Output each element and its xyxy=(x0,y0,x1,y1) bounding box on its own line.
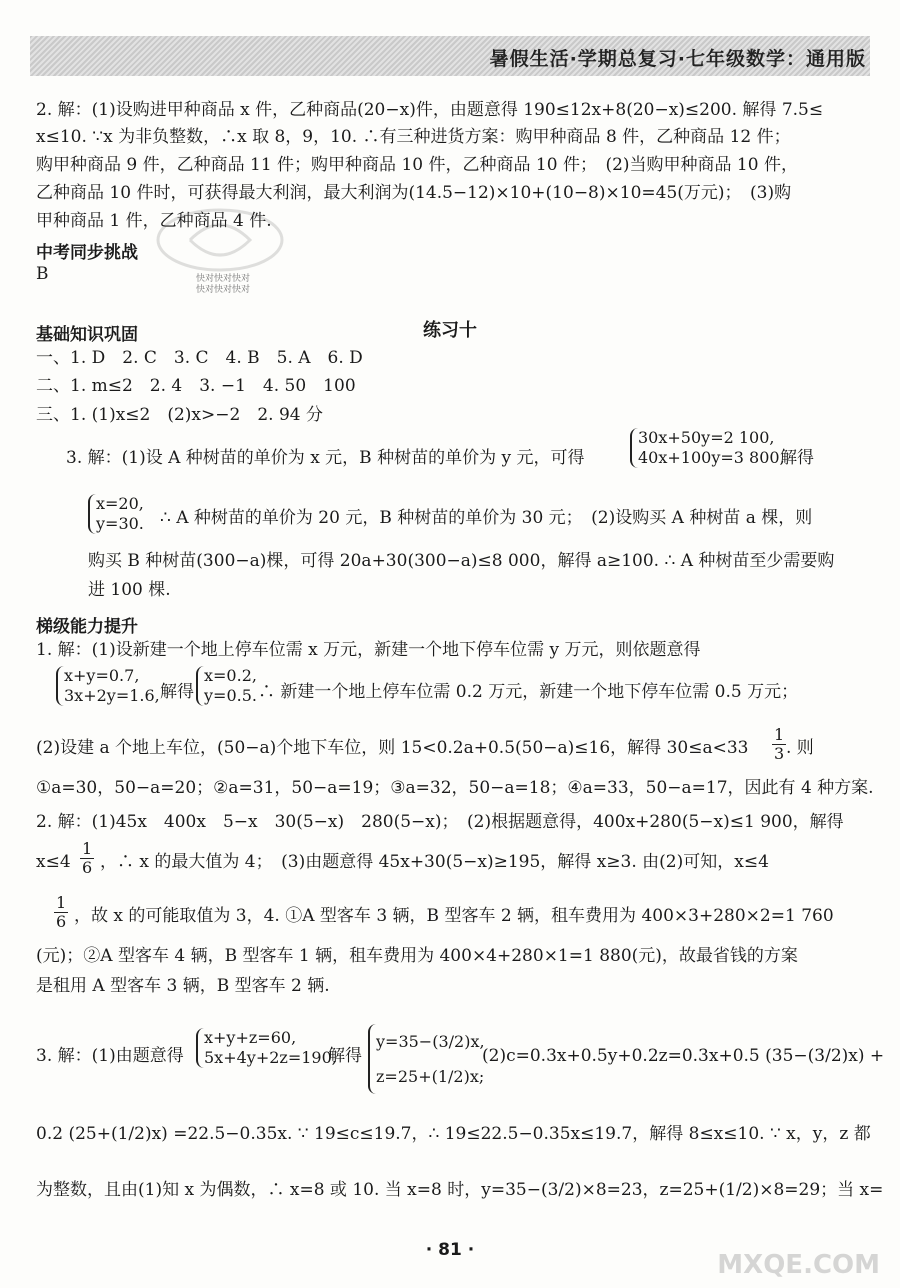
section-heading-jichu: 基础知识巩固 xyxy=(36,325,138,345)
answer-line: 3. 解：(1)由题意得 xyxy=(36,1046,184,1066)
jiede-label: 解得 xyxy=(160,682,194,702)
equation: y=30. xyxy=(96,514,144,533)
answer-line: 3. 解：(1)设 A 种树苗的单价为 x 元，B 种树苗的单价为 y 元，可得 xyxy=(66,448,585,468)
equation-system xyxy=(196,666,257,706)
fraction-denominator: 3 xyxy=(774,743,785,763)
answer-line: 0.2 (25+(1/2)x) =22.5−0.35x. ∵ 19≤c≤19.7，∴ 19≤22.5−0.35x≤19.7，解得 8≤x≤10. ∵ x，y，z 都 xyxy=(36,1124,871,1144)
answer-line: 1. 解：(1)设新建一个地上停车位需 x 万元，新建一个地下停车位需 y 万元，则依题意得 xyxy=(36,640,701,660)
answer-line: (2)设建 a 个地上车位，(50−a)个地下车位，则 15<0.2a+0.5(50−a)≤16，解得 30≤a<33 xyxy=(36,738,749,758)
equation-system xyxy=(368,1024,485,1094)
answer-line: 购买 B 种树苗(300−a)棵，可得 20a+30(300−a)≤8 000，解得 a≥100. ∴ A 种树苗至少需要购 xyxy=(88,551,835,571)
stamp-line: 快对快对快对 xyxy=(196,274,251,284)
equation: x+y+z=60, xyxy=(204,1028,297,1047)
answer-line: 2. 解：(1)45x 400x 5−x 30(5−x) 280(5−x)； (2)根据题意得，400x+280(5−x)≤1 900，解得 xyxy=(36,812,844,832)
equation: y=0.5. xyxy=(204,686,257,705)
fraction-denominator: 6 xyxy=(56,911,67,931)
answer-line: 一、1. D 2. C 3. C 4. B 5. A 6. D xyxy=(36,348,363,368)
equation-system xyxy=(630,428,785,468)
answer-line: 是租用 A 型客车 3 辆，B 型客车 2 辆. xyxy=(36,976,330,996)
answer-line: ①a=30，50−a=20；②a=31，50−a=19；③a=32，50−a=18；④a=33，50−a=17，因此有 4 种方案. xyxy=(36,778,874,798)
equation-system xyxy=(196,1028,337,1068)
answer-line: 乙种商品 10 件时，可获得最大利润，最大利润为(14.5−12)×10+(10−8)×10=45(万元)； (3)购 xyxy=(36,183,792,203)
answer-line: 二、1. m≤2 2. 4 3. −1 4. 50 100 xyxy=(36,376,356,396)
page-number: · 81 · xyxy=(425,1240,475,1260)
jiede-label: 解得 xyxy=(328,1046,362,1066)
zhongkao-answer: B xyxy=(36,264,49,284)
answer-line: (元)；②A 型客车 4 辆，B 型客车 1 辆，租车费用为 400×4+280×1=1 880(元)，故最省钱的方案 xyxy=(36,946,798,966)
equation-system xyxy=(88,494,144,534)
section-heading-tiji: 梯级能力提升 xyxy=(36,617,138,637)
equation: 30x+50y=2 100, xyxy=(638,428,775,447)
stamp-logo xyxy=(150,200,290,280)
site-watermark: MXQE.COM xyxy=(717,1250,880,1280)
section-heading-zhongkao: 中考同步挑战 xyxy=(36,243,138,263)
equation: 5x+4y+2z=190, xyxy=(204,1048,337,1067)
fraction-denominator: 6 xyxy=(82,857,93,877)
fraction xyxy=(80,840,94,876)
equation: z=25+(1/2)x; xyxy=(376,1067,485,1087)
answer-line: (2)c=0.3x+0.5y+0.2z=0.3x+0.5 (35−(3/2)x) + xyxy=(482,1046,885,1066)
answer-line: ，故 x 的可能取值为 3，4. ①A 型客车 3 辆，B 型客车 2 辆，租车费用为 400×3+280×2=1 760 xyxy=(74,906,834,926)
exercise-title: 练习十 xyxy=(423,320,477,341)
fraction xyxy=(54,894,68,930)
equation: x=0.2, xyxy=(204,666,257,685)
fraction-numerator: 1 xyxy=(82,839,93,858)
answer-line: 为整数，且由(1)知 x 为偶数，∴ x=8 或 10. 当 x=8 时，y=35−(3/2)×8=23，z=25+(1/2)×8=29；当 x= xyxy=(36,1180,884,1200)
fraction-numerator: 1 xyxy=(774,725,785,744)
equation: 3x+2y=1.6, xyxy=(64,686,160,705)
equation: 40x+100y=3 800, xyxy=(638,448,785,467)
answer-line: x≤10. ∵x 为非负整数，∴x 取 8，9，10. ∴有三种进货方案：购甲种商品 8 件，乙种商品 12 件； xyxy=(36,127,791,147)
jiede-label: 解得 xyxy=(780,448,814,468)
answer-line: 2. 解：(1)设购进甲种商品 x 件，乙种商品(20−x)件，由题意得 190≤12x+8(20−x)≤200. 解得 7.5≤ xyxy=(36,100,824,120)
equation: x+y=0.7, xyxy=(64,666,140,685)
answer-line: . 则 xyxy=(786,738,814,758)
header-title: 暑假生活·学期总复习·七年级数学：通用版 xyxy=(489,48,866,70)
equation: x=20, xyxy=(96,494,144,513)
answer-line: 甲种商品 1 件，乙种商品 4 件. xyxy=(36,211,272,231)
answer-line: ∴ 新建一个地上停车位需 0.2 万元，新建一个地下停车位需 0.5 万元； xyxy=(258,682,799,702)
answer-line: 进 100 棵. xyxy=(88,580,171,600)
fraction-numerator: 1 xyxy=(56,893,67,912)
equation: y=35−(3/2)x, xyxy=(376,1032,485,1051)
answer-line: 购甲种商品 9 件，乙种商品 11 件；购甲种商品 10 件，乙种商品 10 件； (2)当购甲种商品 10 件， xyxy=(36,155,798,175)
equation-system xyxy=(56,666,160,706)
answer-line: ∴ A 种树苗的单价为 20 元，B 种树苗的单价为 30 元； (2)设购买 A 种树苗 a 棵，则 xyxy=(160,508,813,528)
stamp-text xyxy=(196,274,250,296)
fraction xyxy=(772,726,786,762)
answer-line: x≤4 xyxy=(36,852,71,872)
stamp-line: 快对快对快对 xyxy=(196,284,251,295)
answer-line: 三、1. (1)x≤2 (2)x>−2 2. 94 分 xyxy=(36,405,323,425)
answer-line: ，∴ x 的最大值为 4； (3)由题意得 45x+30(5−x)≥195，解得 x≥3. 由(2)可知，x≤4 xyxy=(100,852,769,872)
